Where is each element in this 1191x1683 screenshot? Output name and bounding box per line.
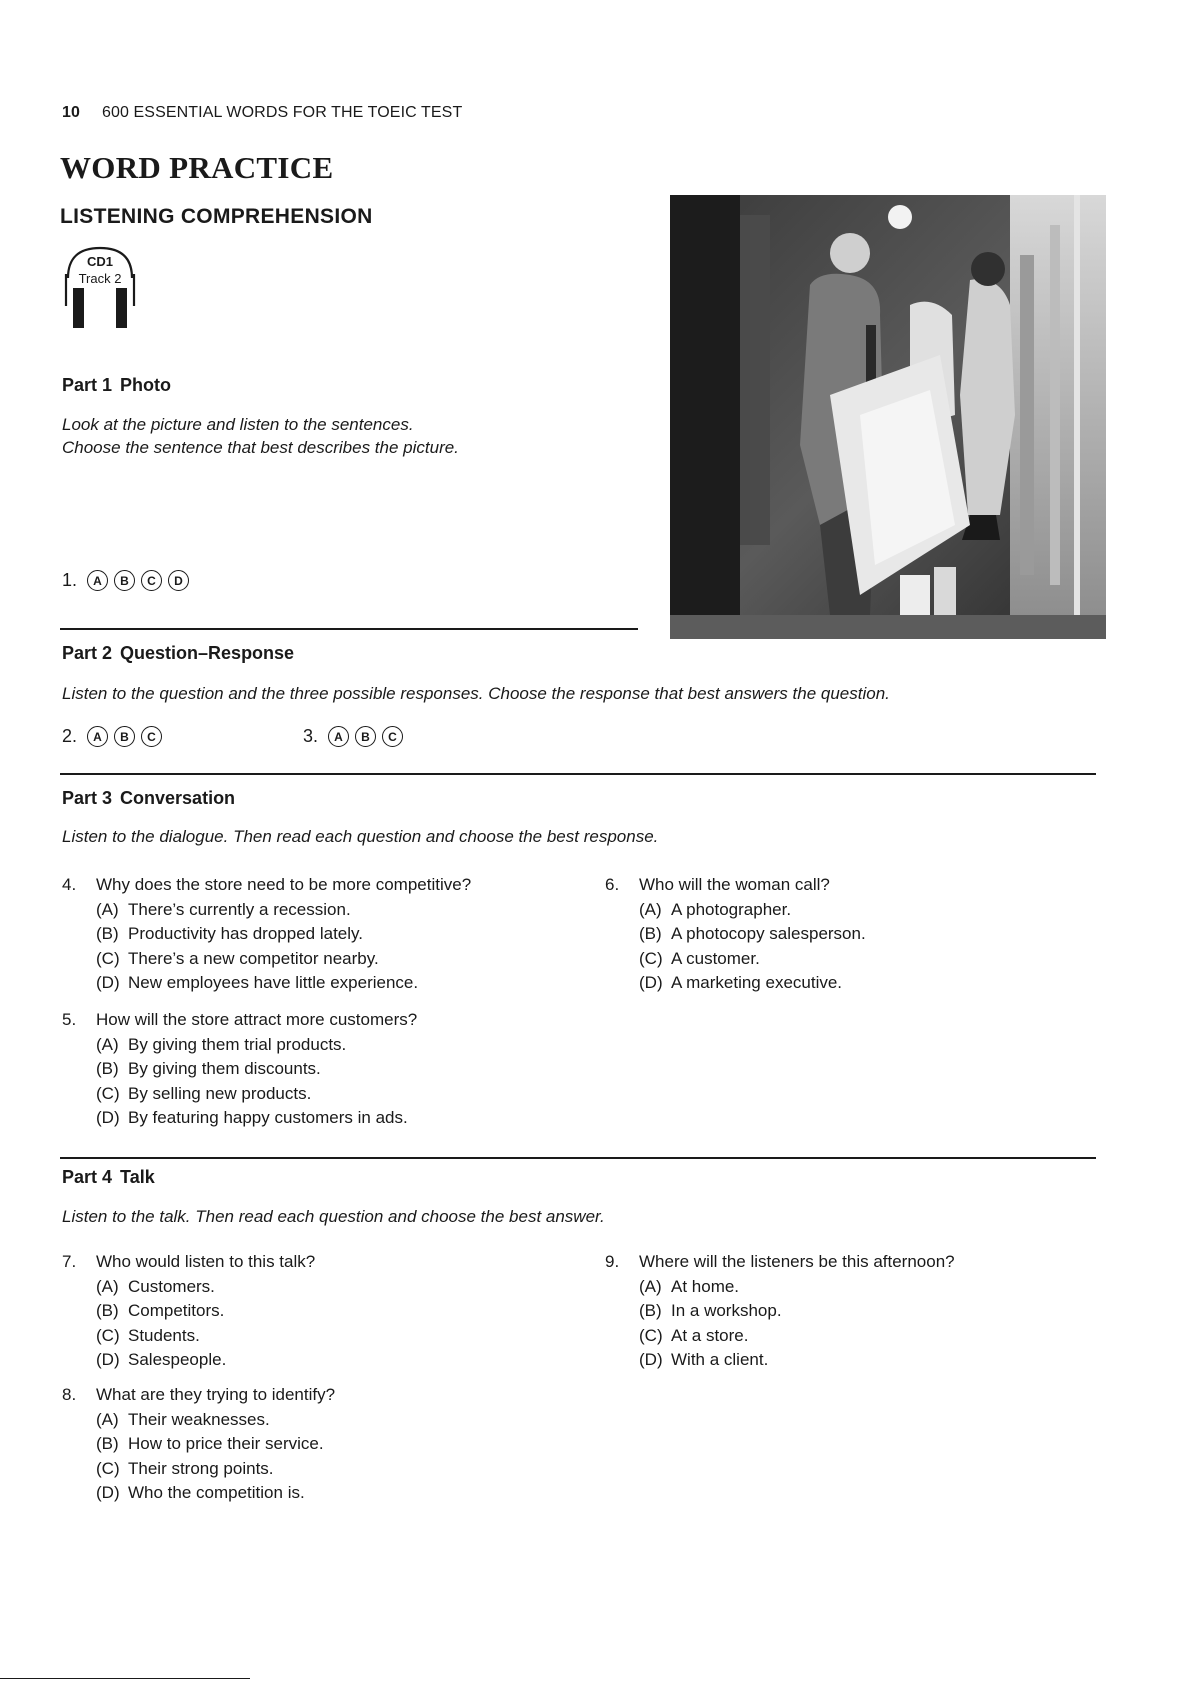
part2-name: Question–Response	[120, 643, 295, 663]
divider	[60, 1157, 1096, 1159]
question-4	[62, 873, 471, 996]
question-number: 8.	[62, 1385, 77, 1404]
answer-bubble-c[interactable]: C	[382, 726, 403, 747]
divider	[60, 773, 1096, 775]
answer-bubble-a[interactable]: A	[328, 726, 349, 747]
answer-option[interactable]: (D) With a client.	[639, 1350, 769, 1369]
part4-name: Talk	[120, 1167, 155, 1187]
q2-answer-row	[62, 726, 162, 747]
answer-bubble-b[interactable]: B	[114, 570, 135, 591]
answer-option[interactable]: (B) How to price their service.	[96, 1434, 324, 1453]
answer-bubble-c[interactable]: C	[141, 570, 162, 591]
question-number: 4.	[62, 875, 77, 894]
part1-number: Part 1	[62, 375, 113, 395]
answer-option[interactable]: (A) Their weaknesses.	[96, 1409, 270, 1429]
answer-option[interactable]: (C) By selling new products.	[96, 1083, 312, 1103]
part1-heading	[62, 375, 171, 396]
answer-option[interactable]: (C) A customer.	[639, 948, 760, 968]
book-title: 600 ESSENTIAL WORDS FOR THE TOEIC TEST	[102, 104, 463, 121]
answer-option[interactable]: (A) At home.	[639, 1276, 740, 1296]
bottom-rule	[0, 1678, 250, 1679]
q1-answer-row	[62, 570, 189, 591]
answer-option[interactable]: (D) A marketing executive.	[639, 973, 843, 992]
answer-option[interactable]: (D) By featuring happy customers in ads.	[96, 1108, 408, 1127]
divider	[60, 628, 638, 630]
question-text: Who would listen to this talk?	[96, 1252, 316, 1271]
answer-bubble-a[interactable]: A	[87, 726, 108, 747]
question-text: Why does the store need to be more competitive?	[96, 875, 472, 894]
part3-name: Conversation	[120, 788, 236, 808]
answer-option[interactable]: (B) A photocopy salesperson.	[639, 924, 866, 943]
q2-number: 2.	[62, 726, 78, 746]
question-number: 7.	[62, 1252, 77, 1271]
track-label: Track 2	[78, 271, 122, 286]
part1-name: Photo	[120, 375, 172, 395]
answer-option[interactable]: (C) Their strong points.	[96, 1458, 274, 1478]
part3-number: Part 3	[62, 788, 113, 808]
answer-option[interactable]: (D) New employees have little experience.	[96, 973, 419, 992]
question-7	[62, 1250, 315, 1373]
question-text: What are they trying to identify?	[96, 1385, 336, 1404]
answer-option[interactable]: (A) There’s currently a recession.	[96, 899, 351, 919]
question-8	[62, 1383, 335, 1506]
question-text: Where will the listeners be this afternoon?	[639, 1252, 955, 1271]
question-5	[62, 1008, 417, 1131]
answer-option[interactable]: (A) By giving them trial products.	[96, 1034, 347, 1054]
answer-option[interactable]: (C) Students.	[96, 1325, 200, 1345]
part2-instructions: Listen to the question and the three possible responses. Choose the response that best answers the question.	[62, 684, 890, 703]
answer-option[interactable]: (B) By giving them discounts.	[96, 1059, 321, 1078]
answer-bubble-b[interactable]: B	[114, 726, 135, 747]
part2-heading	[62, 643, 294, 664]
question-text: How will the store attract more customers?	[96, 1010, 418, 1029]
q3-answer-row	[303, 726, 403, 747]
answer-bubble-c[interactable]: C	[141, 726, 162, 747]
answer-option[interactable]: (A) A photographer.	[639, 899, 792, 919]
answer-bubble-a[interactable]: A	[87, 570, 108, 591]
answer-option[interactable]: (D) Who the competition is.	[96, 1483, 305, 1502]
part3-instructions: Listen to the dialogue. Then read each question and choose the best response.	[62, 827, 659, 846]
part1-instructions	[62, 413, 459, 459]
cd-track-badge	[62, 244, 148, 344]
answer-option[interactable]: (D) Salespeople.	[96, 1350, 227, 1369]
answer-option[interactable]: (C) There’s a new competitor nearby.	[96, 948, 379, 968]
part1-instruction-line: Choose the sentence that best describes the picture.	[62, 438, 459, 457]
part4-heading	[62, 1167, 155, 1188]
answer-option[interactable]: (B) Competitors.	[96, 1301, 225, 1320]
answer-option[interactable]: (B) In a workshop.	[639, 1301, 782, 1320]
question-6	[605, 873, 866, 996]
question-text: Who will the woman call?	[639, 875, 830, 894]
question-number: 6.	[605, 875, 620, 894]
question-number: 9.	[605, 1252, 620, 1271]
photo-image	[670, 195, 1106, 639]
q3-number: 3.	[303, 726, 319, 746]
answer-option[interactable]: (B) Productivity has dropped lately.	[96, 924, 363, 943]
part2-number: Part 2	[62, 643, 113, 663]
question-number: 5.	[62, 1010, 77, 1029]
subtitle: LISTENING COMPREHENSION	[60, 205, 373, 228]
q1-number: 1.	[62, 570, 78, 590]
question-9	[605, 1250, 955, 1373]
part4-instructions: Listen to the talk. Then read each question and choose the best answer.	[62, 1207, 605, 1226]
answer-bubble-d[interactable]: D	[168, 570, 189, 591]
part3-heading	[62, 788, 235, 809]
answer-option[interactable]: (A) Customers.	[96, 1276, 215, 1296]
answer-bubble-b[interactable]: B	[355, 726, 376, 747]
section-title: WORD PRACTICE	[60, 150, 334, 185]
page-number: 10	[62, 104, 80, 121]
cd-label: CD1	[86, 254, 113, 269]
part1-instruction-line: Look at the picture and listen to the sentences.	[62, 415, 414, 434]
running-header	[62, 104, 462, 122]
answer-option[interactable]: (C) At a store.	[639, 1325, 749, 1345]
part4-number: Part 4	[62, 1167, 113, 1187]
street-vendor-photo	[670, 195, 1106, 639]
